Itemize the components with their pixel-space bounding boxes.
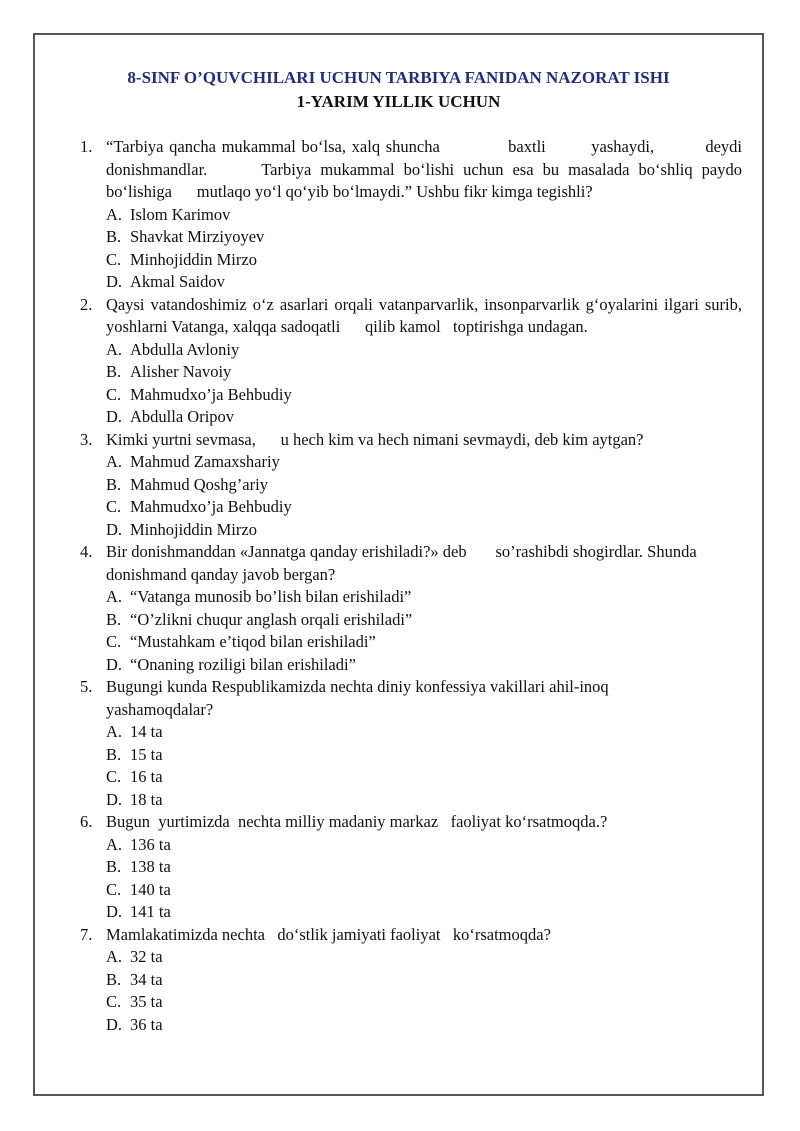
option-d: [106, 654, 742, 677]
option-text: Minhojiddin Mirzo: [130, 249, 257, 269]
question-3: [80, 429, 742, 542]
option-list: [106, 834, 742, 924]
option-letter: B.: [106, 227, 122, 246]
option-c: [106, 879, 742, 902]
question-6: [80, 811, 742, 924]
option-a: [106, 204, 742, 227]
option-b: [106, 969, 742, 992]
option-list: [106, 721, 742, 811]
option-a: [106, 339, 742, 362]
option-a: [106, 451, 742, 474]
option-a: [106, 721, 742, 744]
question-text: Bir donishmanddan «Jannatga qanday erishiladi?» deb so’rashibdi shogirdlar. Shunda donishmand qanday javob bergan?: [106, 542, 701, 584]
option-c: [106, 496, 742, 519]
option-text: 138 ta: [130, 857, 171, 876]
option-a: [106, 586, 742, 609]
question-text: “Tarbiya qancha mukammal bo‘lsa, xalq shuncha baxtli yashaydi, deydi donishmandlar. Tarbiya mukammal bo‘lishi uchun esa bu masalada bo‘shliq paydo bo‘lishiga mutlaqo yo‘l qo‘yib bo‘lmaydi.” Ushbu fikr kimga tegishli?: [106, 137, 747, 201]
option-text: “Mustahkam e’tiqod bilan erishiladi”: [130, 632, 376, 651]
option-text: 35 ta: [130, 992, 163, 1011]
question-text: Bugungi kunda Respublikamizda nechta diniy konfessiya vakillari ahil-inoq yashamoqdalar?: [106, 677, 613, 719]
option-letter: A.: [106, 339, 123, 359]
option-text: Mahmudxo’ja Behbudiy: [130, 497, 292, 516]
option-text: Mahmud Qoshg’ariy: [130, 474, 268, 494]
option-b: [106, 474, 742, 497]
option-letter: A.: [106, 587, 123, 606]
option-d: [106, 406, 742, 429]
question-number: 7.: [80, 924, 93, 944]
question-number: 3.: [80, 429, 93, 449]
option-b: [106, 744, 742, 767]
option-text: 15 ta: [130, 744, 163, 764]
option-letter: C.: [106, 879, 122, 899]
option-letter: B.: [106, 362, 122, 381]
option-letter: D.: [106, 272, 123, 291]
question-5: [80, 676, 742, 811]
option-c: [106, 631, 742, 654]
option-c: [106, 249, 742, 272]
option-b: [106, 226, 742, 249]
option-letter: C.: [106, 384, 122, 404]
option-c: [106, 991, 742, 1014]
option-letter: C.: [106, 497, 122, 516]
question-text: Mamlakatimizda nechta do‘stlik jamiyati faoliyat ko‘rsatmoqda?: [106, 924, 551, 944]
option-list: [106, 586, 742, 676]
option-c: [106, 384, 742, 407]
question-number: 1.: [80, 137, 93, 156]
option-list: [106, 339, 742, 429]
option-b: [106, 856, 742, 879]
question-number: 2.: [80, 294, 93, 314]
option-letter: D.: [106, 654, 123, 674]
question-2: [80, 294, 747, 429]
option-b: [106, 361, 742, 384]
question-text: Kimki yurtni sevmasa, u hech kim va hech nimani sevmaydi, deb kim aytgan?: [106, 429, 644, 449]
option-text: Mahmud Zamaxshariy: [130, 452, 280, 471]
option-a: [106, 834, 742, 857]
question-text: Qaysi vatandoshimiz o‘z asarlari orqali vatanparvarlik, insonparvarlik g‘oyalarini ilgari surib, yoshlarni Vatanga, xalqqa sadoqatli qilib kamol toptirishga undagan.: [106, 294, 747, 336]
option-list: [106, 451, 742, 541]
option-letter: C.: [106, 249, 122, 269]
option-letter: D.: [106, 902, 123, 921]
question-1: [80, 136, 747, 294]
option-letter: D.: [106, 407, 123, 426]
option-letter: B.: [106, 744, 122, 764]
option-text: 18 ta: [130, 789, 163, 809]
option-text: “Onaning roziligi bilan erishiladi”: [130, 654, 356, 674]
page-title: 8-SINF O’QUVCHILARI UCHUN TARBIYA FANIDAN NAZORAT ISHI: [127, 68, 670, 87]
option-text: 136 ta: [130, 834, 171, 854]
question-4: [80, 541, 742, 676]
option-letter: A.: [106, 947, 123, 966]
question-text: Bugun yurtimizda nechta milliy madaniy markaz faoliyat ko‘rsatmoqda.?: [106, 812, 608, 831]
option-text: Abdulla Oripov: [130, 407, 235, 426]
option-text: “O’zlikni chuqur anglash orqali erishiladi”: [130, 609, 413, 629]
option-text: 16 ta: [130, 767, 163, 786]
option-letter: A.: [106, 834, 123, 854]
option-letter: B.: [106, 474, 122, 494]
option-letter: D.: [106, 789, 123, 809]
option-text: “Vatanga munosib bo’lish bilan erishiladi”: [130, 587, 412, 606]
option-c: [106, 766, 742, 789]
option-letter: C.: [106, 992, 122, 1011]
option-text: Alisher Navoiy: [130, 362, 232, 381]
option-text: 140 ta: [130, 879, 171, 899]
option-text: Islom Karimov: [130, 204, 231, 224]
option-letter: B.: [106, 969, 122, 989]
option-text: Minhojiddin Mirzo: [130, 519, 257, 539]
option-text: 34 ta: [130, 969, 163, 989]
option-text: Akmal Saidov: [130, 272, 225, 291]
question-7: [80, 924, 742, 1037]
option-letter: A.: [106, 722, 123, 741]
option-b: [106, 609, 742, 632]
option-list: [106, 204, 742, 294]
option-letter: C.: [106, 767, 122, 786]
question-number: 5.: [80, 677, 93, 696]
option-text: Mahmudxo’ja Behbudiy: [130, 384, 292, 404]
option-text: 14 ta: [130, 722, 163, 741]
question-number: 6.: [80, 812, 93, 831]
option-text: 32 ta: [130, 947, 163, 966]
option-a: [106, 946, 742, 969]
question-number: 4.: [80, 542, 93, 561]
option-letter: A.: [106, 452, 123, 471]
option-letter: D.: [106, 519, 123, 539]
option-text: Shavkat Mirziyoyev: [130, 227, 265, 246]
option-d: [106, 789, 742, 812]
option-d: [106, 901, 742, 924]
option-letter: D.: [106, 1014, 123, 1034]
option-text: 141 ta: [130, 902, 171, 921]
option-text: Abdulla Avloniy: [130, 339, 240, 359]
option-letter: C.: [106, 632, 122, 651]
page-subtitle: 1-YARIM YILLIK UCHUN: [296, 92, 501, 111]
option-text: 36 ta: [130, 1014, 163, 1034]
option-letter: B.: [106, 609, 122, 629]
option-list: [106, 946, 742, 1036]
option-d: [106, 519, 742, 542]
question-list: [80, 136, 747, 1036]
option-d: [106, 1014, 742, 1037]
option-letter: A.: [106, 204, 123, 224]
option-d: [106, 271, 742, 294]
option-letter: B.: [106, 857, 122, 876]
